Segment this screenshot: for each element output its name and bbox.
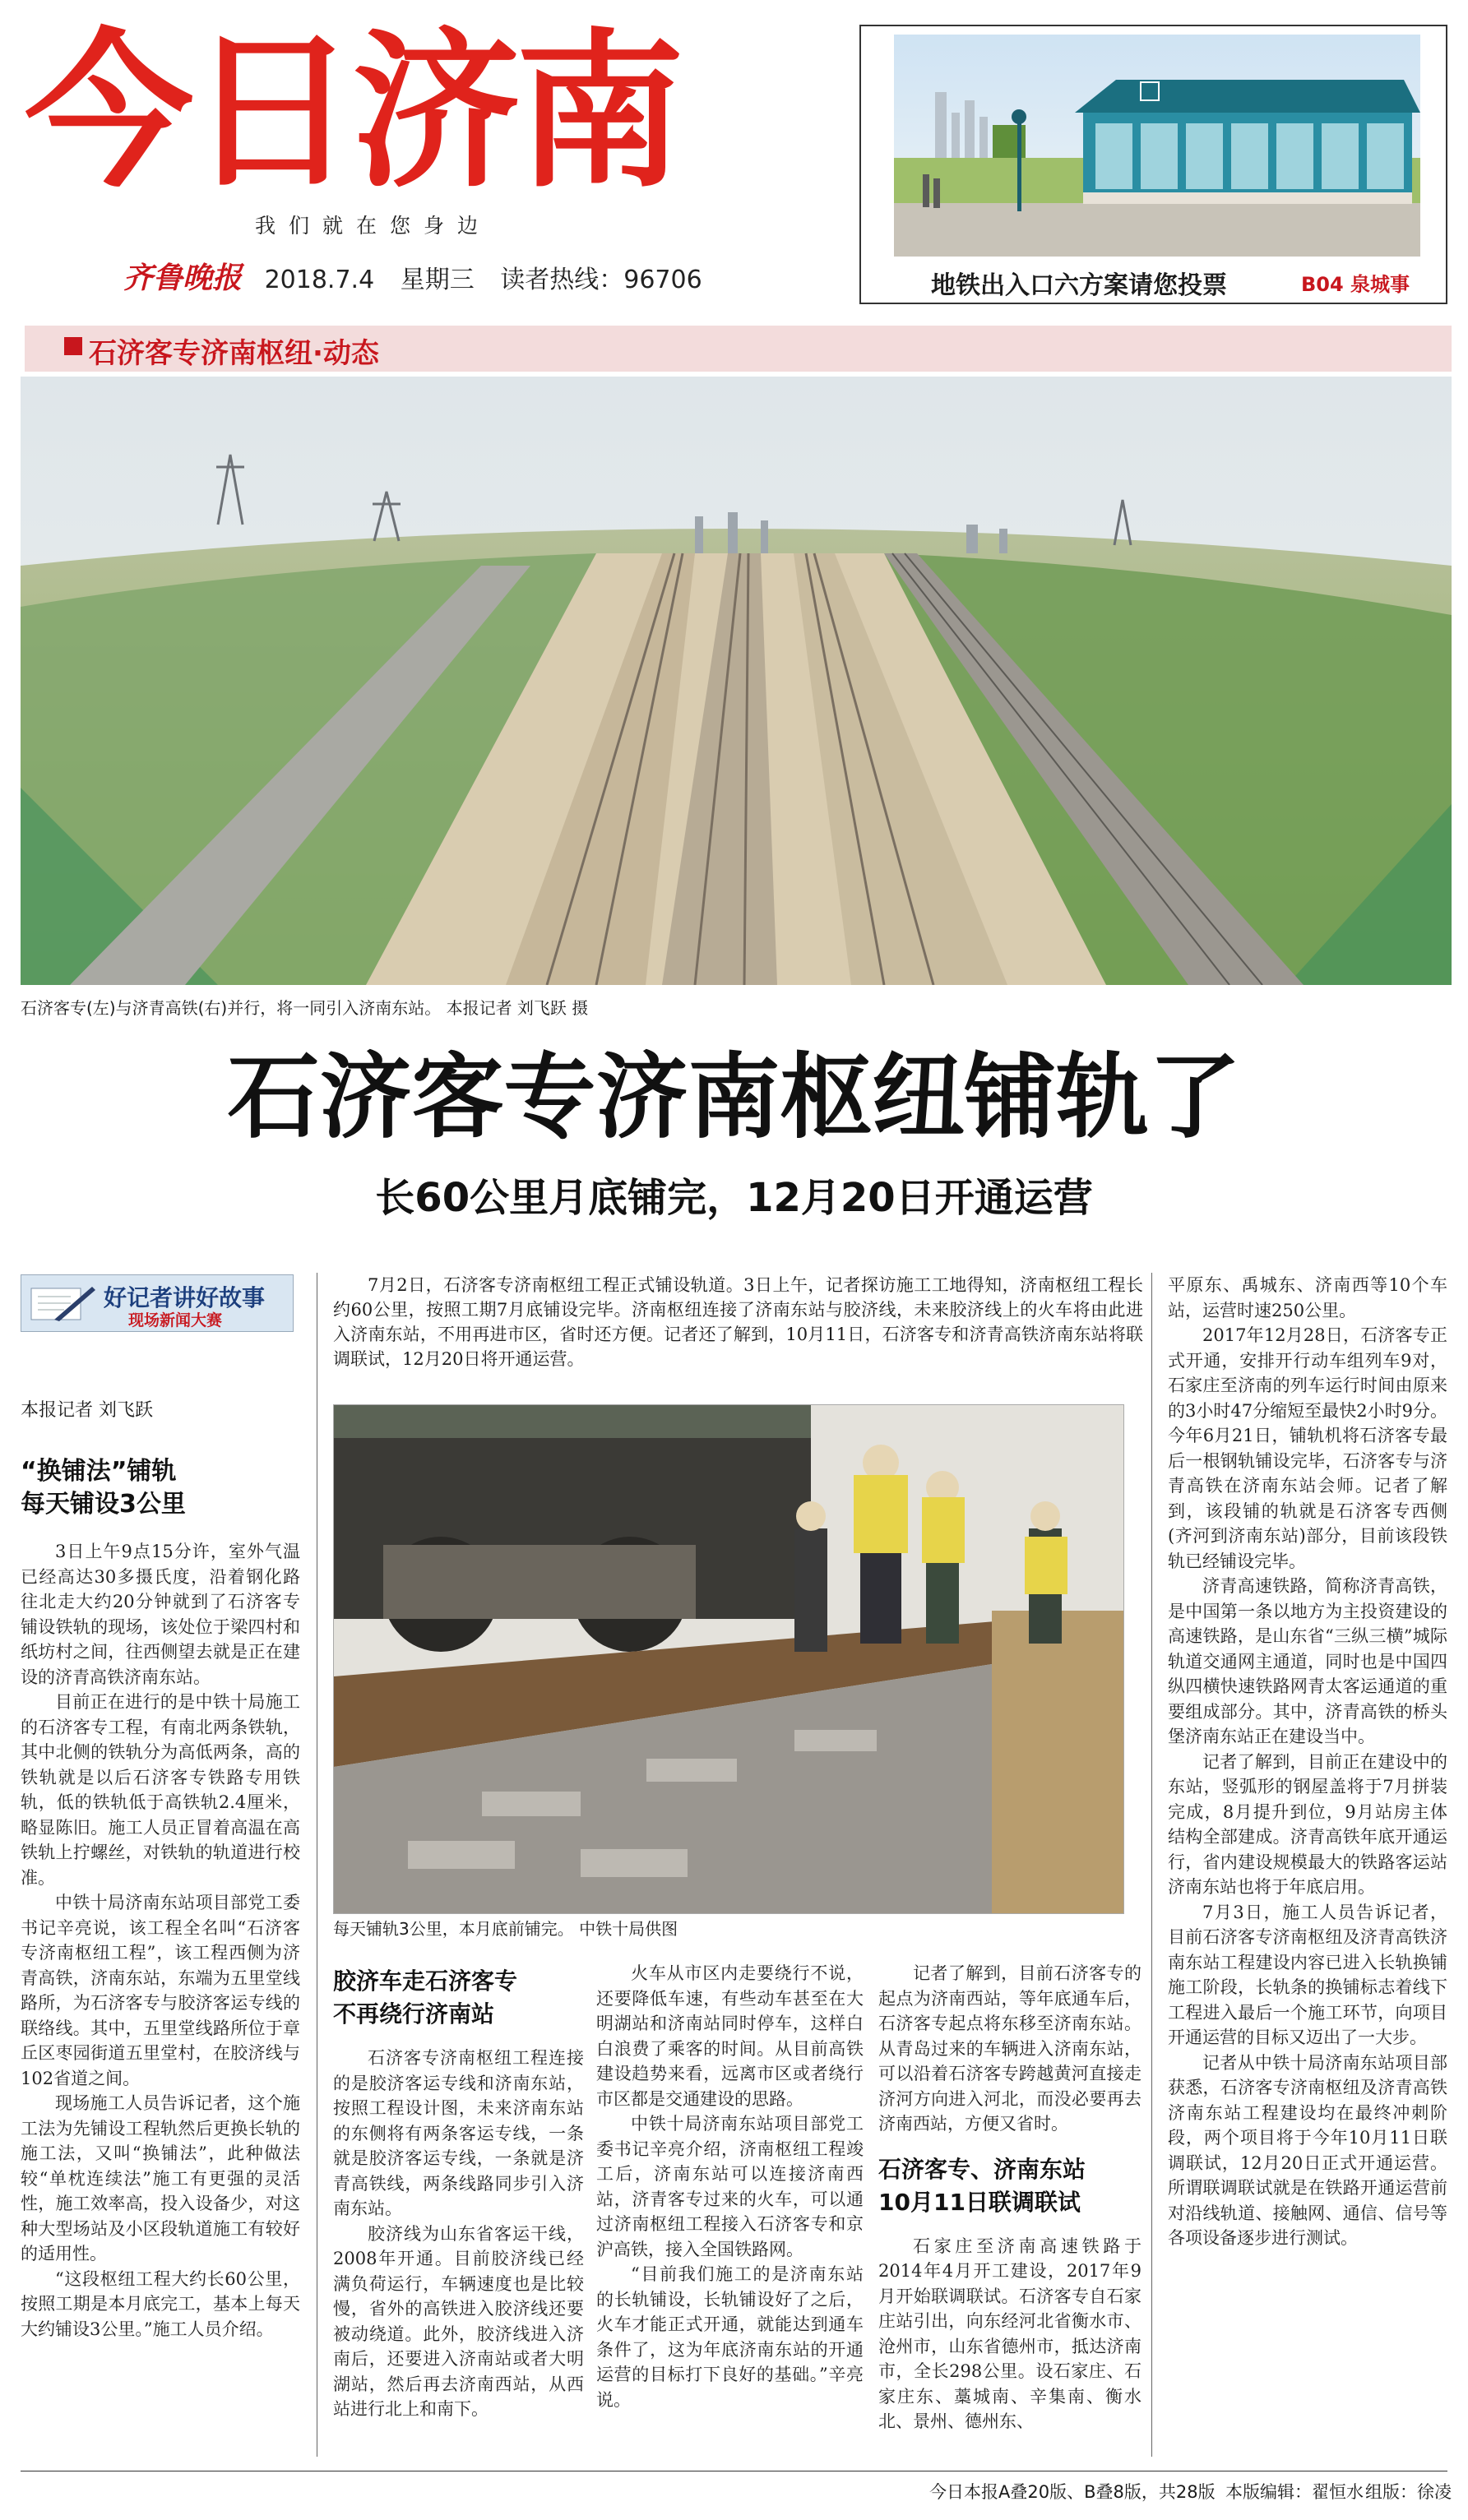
lead-text: 7月2日，石济客专济南枢纽工程正式铺设轨道。3日上午，记者探访施工工地得知，济南枢纽工程长约60公里，按照工期7月底铺设完毕。济南枢纽连接了济南东站与胶济线，未来胶济线上的火车将由此进入济南东站，不用再进市区，省时还方便。记者还了解到，10月11日，石济客专和济青高铁济南东站将联调联试，12月20日将开通运营。 (333, 1275, 1143, 1369)
col4-body-top (878, 1961, 1142, 2137)
masthead-title: 今日济南 (25, 15, 679, 210)
col1-paragraph: 现场施工人员告诉记者，这个施工法为先铺设工程轨然后更换长轨的施工法，又叫“换铺法”，此种做法较“单枕连续法”施工有更强的灵活性，施工效率高，投入设备少，对这种大型场站及小区段轨道施工有较好的适用性。 (21, 2093, 300, 2263)
footer-editor: 本版编辑：翟恒水 (1225, 2482, 1364, 2502)
col1-paragraph: “这段枢纽工程大约长60公里，按照工期是本月底完工，基本上每天大约铺设3公里。”施工人员介绍。 (21, 2268, 300, 2339)
teaser-caption-text: 地铁出入口六方案请您投票 (931, 271, 1227, 300)
column-3 (596, 1961, 864, 2412)
col5-paragraph: 7月3日，施工人员告诉记者，目前石济客专济南枢纽及济青高铁济南东站工程建设内容已进入长轨换铺施工阶段，长轨条的换铺标志着线下工程进入最后一个施工环节，向项目开通运营的目标又迈出了一大步。 (1168, 1902, 1447, 2047)
col1-paragraph: 目前正在进行的是中铁十局施工的石济客专工程，有南北两条铁轨，其中北侧的铁轨分为高低两条，高的铁轨就是以后石济客专铁路专用铁轨，低的铁轨低于高铁轨2.4厘米，略显陈旧。施工人员正冒着高温在高铁轨上拧螺丝，对铁轨的轨道进行校准。 (21, 1692, 300, 1888)
col2-heading-line2: 不再绕行济南站 (333, 2000, 495, 2028)
col5-paragraph: 记者从中铁十局济南东站项目部获悉，石济客专济南枢纽及济青高铁济南东站工程建设均在最终冲刺阶段，两个项目将于今年10月11日联调联试，12月20日正式开通运营。所谓联调联试就是在铁路开通运营前对沿线轨道、接触网、通信、信号等各项设备逐步进行测试。 (1168, 2052, 1447, 2248)
col2-paragraph: 胶济线为山东省客运干线，2008年开通。目前胶济线已经满负荷运行，车辆速度也是比较慢，省外的高铁进入胶济线还要被动绕道。此外，胶济线进入济南后，还要进入济南站或者大明湖站，然后再去济南西站，从西站进行北上和南下。 (333, 2223, 584, 2419)
section-label: 石济客专济南枢纽·动态 (89, 337, 379, 370)
col4-heading-line1: 石济客专、济南东站 (878, 2155, 1086, 2183)
paper-name-logo: 齐鲁晚报 (123, 261, 243, 295)
badge-subtitle: 现场新闻大赛 (128, 1311, 223, 1329)
masthead-slogan: 我们就在您身边 (255, 214, 492, 238)
column-badge (21, 1274, 294, 1332)
col4-paragraph: 记者了解到，目前石济客专的起点为济南西站，等年底通车后，石济客专起点将东移至济南东站。从青岛过来的车辆进入济南东站，可以沿着石济客专跨越黄河直接走济河方向进入河北，而没必要再去济南西站，方便又省时。 (878, 1963, 1142, 2134)
col1-paragraph: 中铁十局济南东站项目部党工委书记辛亮说，该工程全名叫“石济客专济南枢纽工程”，该工程西侧为济青高铁，济南东站，东端为五里堂线路所，为石济客专与胶济客运专线的联络线。其中，五里堂线路所位于章丘区枣园街道五里堂村，在胶济线与102省道之间。 (21, 1893, 300, 2088)
pen-icon (30, 1283, 95, 1323)
column-divider (1151, 1273, 1152, 2457)
teaser-page-ref[interactable]: B04 泉城事 (1301, 273, 1410, 296)
col1-body (21, 1539, 300, 2342)
masthead (25, 15, 831, 214)
column-4 (878, 1961, 1142, 2434)
footer-page-count: 今日本报A叠20版、B叠8版，共28版 (929, 2482, 1216, 2502)
col3-body (596, 1961, 864, 2412)
byline: 本报记者 刘飞跃 (21, 1400, 153, 1421)
col5-body (1168, 1273, 1447, 2251)
reader-hotline: 读者热线：96706 (500, 266, 702, 294)
col2-heading-line1: 胶济车走石济客专 (333, 1967, 518, 1995)
section-banner (25, 326, 1452, 372)
column-1 (21, 1455, 300, 2342)
badge-title: 好记者讲好故事 (104, 1284, 266, 1311)
inset-photo-caption: 每天铺轨3公里，本月底前铺完。 中铁十局供图 (333, 1919, 678, 1939)
subway-entrance-image (894, 35, 1420, 257)
main-photo-railway (21, 377, 1452, 985)
issue-date: 2018.7.4 (264, 266, 375, 294)
col4-body (878, 2234, 1142, 2434)
col4-paragraph: 石家庄至济南高速铁路于2014年4月开工建设，2017年9月开始联调联试。石济客专自石家庄站引出，向东经河北省衡水市、沧州市，山东省德州市，抵达济南市，全长298公里。设石家庄、石家庄东、藁城南、辛集南、衡水北、景州、德州东、 (878, 2236, 1142, 2431)
col1-heading-line1: “换铺法”铺轨 (21, 1457, 177, 1486)
issue-weekday: 星期三 (400, 266, 475, 294)
footer-layout: 组版：徐凌 (1365, 2482, 1452, 2502)
col5-paragraph: 2017年12月28日，石济客专正式开通，安排开行动车组列车9对，石家庄至济南的列车运行时间由原来的3小时47分缩短至最快2小时9分。今年6月21日，铺轨机将石济客专最后一根钢轨铺设完毕，石济客专与济青高铁在济南东站会师。记者了解到，该段铺的轨就是石济客专西侧(齐河到济南东站)部分，目前该段铁轨已经铺设完毕。 (1168, 1325, 1447, 1571)
col5-paragraph: 平原东、禹城东、济南西等10个车站，运营时速250公里。 (1168, 1275, 1447, 1320)
masthead-info-row (123, 255, 720, 297)
teaser-box[interactable] (859, 25, 1447, 304)
col5-paragraph: 记者了解到，目前正在建设中的东站，竖弧形的钢屋盖将于7月拼装完成，8月提升到位，9月站房主体结构全部建成。济青高铁年底开通运行，省内建设规模最大的铁路客运站济南东站也将于年底启用。 (1168, 1751, 1447, 1897)
section-marker (64, 337, 82, 355)
subheadline: 长60公里月底铺完，12月20日开通运营 (375, 1175, 1093, 1221)
col3-paragraph: 中铁十局济南东站项目部党工委书记辛亮介绍，济南枢纽工程竣工后，济南东站可以连接济南西站，济青客专过来的火车，可以通过济南枢纽工程接入石济客专和京沪高铁，接入全国铁路网。 (596, 2114, 864, 2259)
col2-body (333, 2046, 584, 2422)
lead-paragraph (333, 1273, 1143, 1371)
headline: 石济客专济南枢纽铺轨了 (227, 1044, 1241, 1151)
col4-heading-line2: 10月11日联调联试 (878, 2188, 1081, 2216)
col2-paragraph: 石济客专济南枢纽工程连接的是胶济客运专线和济南东站，按照工程设计图，未来济南东站的东侧将有两条客运专线，一条就是胶济客运专线，一条就是济青高铁线，两条线路同步引入济南东站。 (333, 2048, 584, 2218)
column-2 (333, 1965, 584, 2422)
col1-paragraph: 3日上午9点15分许，室外气温已经高达30多摄氏度，沿着钢化路往北走大约20分钟就到了石济客专铺设铁轨的现场，该处位于梁四村和纸坊村之间，往西侧望去就是正在建设的济青高铁济南东站。 (21, 1542, 300, 1687)
column-5 (1168, 1273, 1447, 2251)
col3-paragraph: “目前我们施工的是济南东站的长轨铺设，长轨铺设好了之后，火车才能正式开通，就能达到通车条件了，这为年底济南东站的开通运营的目标打下良好的基础。”辛亮说。 (596, 2264, 864, 2410)
main-photo-caption: 石济客专(左)与济青高铁(右)并行，将一同引入济南东站。 本报记者 刘飞跃 摄 (21, 998, 589, 1018)
inset-photo-track-laying (333, 1404, 1124, 1914)
col5-paragraph: 济青高速铁路，简称济青高铁，是中国第一条以地方为主投资建设的高速铁路，是山东省“三纵三横”城际轨道交通网主通道，同时也是中国四纵四横快速铁路网青太客运通道的重要组成部分。其中，济青高铁的桥头堡济南东站正在建设当中。 (1168, 1576, 1447, 1746)
col1-heading-line2: 每天铺设3公里 (21, 1490, 186, 1519)
col3-paragraph: 火车从市区内走要绕行不说，还要降低车速，有些动车甚至在大明湖站和济南站同时停车，这样白白浪费了乘客的时间。从目前高铁建设趋势来看，远离市区或者绕行市区都是交通建设的思路。 (596, 1963, 864, 2109)
